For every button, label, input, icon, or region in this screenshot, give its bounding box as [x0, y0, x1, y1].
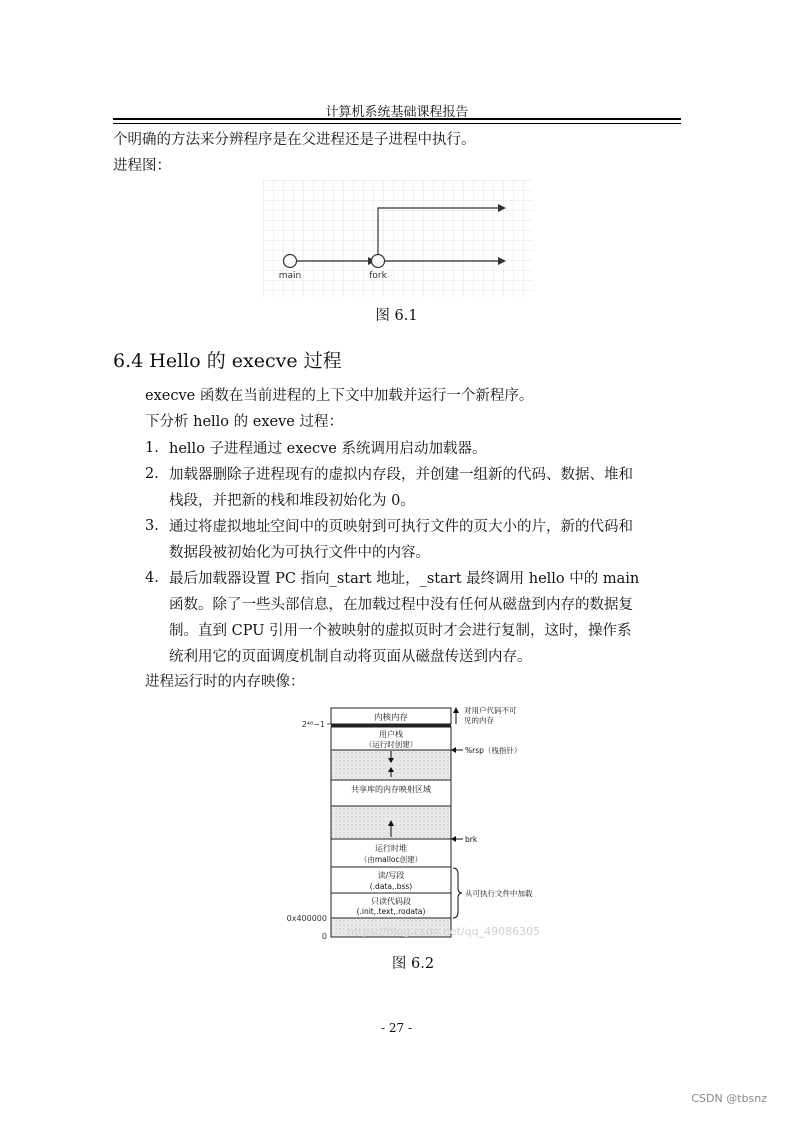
kernel-note-line-2: 见的内存	[464, 716, 494, 725]
list-item-4	[169, 566, 679, 670]
list-item-1	[169, 436, 679, 462]
rsp-label: %rsp（栈指针）	[465, 746, 522, 755]
read-write-segment-sections: (.data,.bss)	[369, 882, 413, 891]
intro-line-2: 下分析 hello 的 exeve 过程：	[145, 414, 343, 430]
list-item-line: 制。直到 CPU 引用一个被映射的虚拟页时才会进行复制，这时，操作系	[169, 623, 632, 639]
process-graph-label: 进程图：	[113, 158, 171, 174]
heap-label: 运行时堆	[375, 844, 407, 853]
list-item-1-number: 1.	[145, 440, 159, 456]
figure-watermark: https://blog.csdn.net/qq_49086305	[347, 925, 541, 938]
process-graph-figure	[263, 180, 533, 298]
addr-top-label: 2⁴⁸−1	[301, 720, 325, 729]
list-item-4-number: 4.	[145, 570, 159, 586]
csdn-credit: CSDN @tbsnz	[691, 1092, 767, 1105]
list-item-line: 通过将虚拟地址空间中的页映射到可执行文件的页大小的片，新的代码和	[169, 519, 633, 535]
memory-image-label: 进程运行时的内存映像：	[145, 674, 305, 690]
addr-0x400000-label: 0x400000	[286, 914, 327, 923]
heap-note: （由malloc创建）	[359, 855, 423, 864]
header-rule-thin	[113, 123, 681, 124]
kernel-note-line-1: 对用户代码不可	[464, 706, 517, 715]
kernel-memory-label: 内核内存	[373, 713, 409, 723]
list-item-2	[169, 462, 679, 514]
list-item-line: hello 子进程通过 execve 系统调用启动加载器。	[169, 441, 487, 457]
brk-label: brk	[465, 835, 478, 844]
list-item-line: 函数。除了一些头部信息，在加载过程中没有任何从磁盘到内存的数据复	[169, 597, 633, 613]
list-item-line: 最后加载器设置 PC 指向_start 地址，_start 最终调用 hello 中的 main	[169, 571, 640, 587]
list-item-3-number: 3.	[145, 518, 159, 534]
kernel-note-arrow	[453, 707, 459, 713]
rsp-pointer-arrow	[451, 747, 456, 753]
read-write-segment-label: 读/写段	[377, 871, 405, 880]
load-from-file-label: 从可执行文件中加载	[465, 889, 533, 898]
list-item-2-number: 2.	[145, 466, 159, 482]
fork-node	[372, 255, 385, 268]
running-header: 计算机系统基础课程报告	[325, 105, 469, 120]
read-only-segment-label: 只读代码段	[371, 897, 411, 906]
figure-6-1-caption: 图 6.1	[375, 308, 418, 324]
list-item-line: 统利用它的页面调度机制自动将页面从磁盘传送到内存。	[169, 649, 532, 665]
list-item-3	[169, 514, 679, 566]
section-heading: 6.4 Hello 的 execve 过程	[113, 350, 342, 372]
fork-label: fork	[369, 271, 387, 281]
read-only-segment-sections: (.init,.text,.rodata)	[356, 907, 426, 916]
main-label: main	[278, 271, 302, 281]
graph-grid	[263, 180, 533, 298]
memory-layout-figure	[283, 700, 573, 944]
user-stack-note: （运行时创建）	[364, 740, 418, 749]
brk-pointer-arrow	[451, 836, 456, 842]
figure-6-2-caption: 图 6.2	[391, 956, 435, 972]
shared-libraries-label: 共享库的内存映射区域	[351, 785, 431, 794]
header-rule-thick	[113, 118, 681, 120]
user-stack-label: 用户栈	[379, 730, 403, 739]
intro-line-1: execve 函数在当前进程的上下文中加载并运行一个新程序。	[145, 388, 534, 404]
list-item-line: 栈段，并把新的栈和堆段初始化为 0。	[169, 493, 415, 509]
list-item-line: 加载器删除子进程现有的虚拟内存段，并创建一组新的代码、数据、堆和	[169, 467, 633, 483]
addr-zero-label: 0	[321, 932, 327, 941]
page-number: - 27 -	[380, 1021, 412, 1035]
load-brace	[453, 868, 462, 918]
continued-paragraph: 个明确的方法来分辨程序是在父进程还是子进程中执行。	[113, 132, 476, 148]
list-item-line: 数据段被初始化为可执行文件中的内容。	[169, 545, 430, 561]
main-node	[284, 255, 297, 268]
